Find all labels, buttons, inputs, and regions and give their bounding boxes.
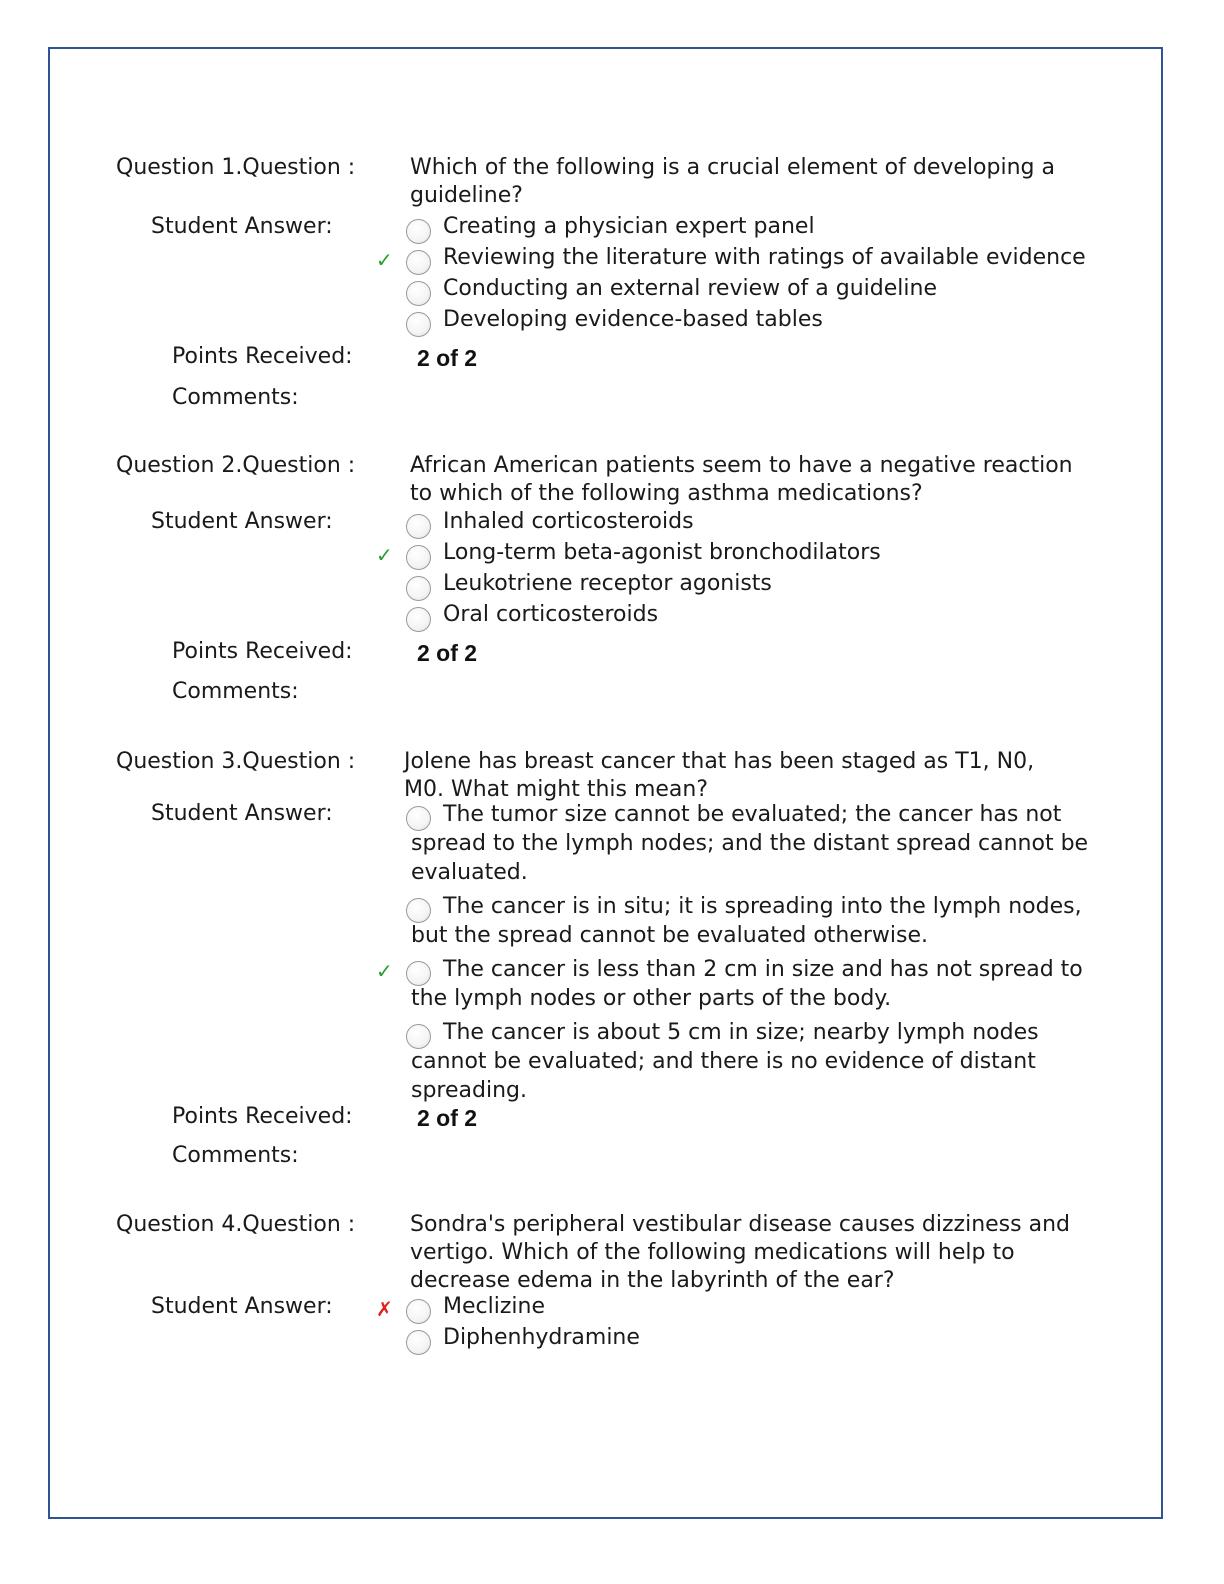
answer-option[interactable]: [406, 306, 1106, 334]
answer-option[interactable]: [376, 539, 1106, 567]
option-text: The cancer is less than 2 cm in size and has not spread to the lymph nodes or other parts of the body.: [411, 957, 1083, 1011]
points-received-label: Points Received:: [172, 639, 353, 664]
answer-options: [376, 1293, 1106, 1355]
answer-option[interactable]: [376, 244, 1106, 272]
answer-option[interactable]: [376, 1293, 1106, 1321]
option-text: Oral corticosteroids: [443, 602, 659, 627]
points-received-label: Points Received:: [172, 344, 353, 369]
incorrect-x-icon: ✗: [376, 1297, 393, 1321]
option-text: Meclizine: [443, 1294, 545, 1319]
option-text: Developing evidence-based tables: [443, 307, 823, 332]
radio-button[interactable]: [406, 281, 431, 306]
radio-button[interactable]: [406, 250, 431, 275]
answer-option[interactable]: [406, 508, 1106, 536]
radio-button[interactable]: [406, 1299, 431, 1324]
answer-option[interactable]: [406, 1018, 1096, 1105]
question-text: Jolene has breast cancer that has been staged as T1, N0, M0. What might this mean?: [404, 749, 1035, 802]
answer-option[interactable]: [406, 1324, 1106, 1352]
radio-button[interactable]: [406, 219, 431, 244]
option-text: The cancer is in situ; it is spreading into the lymph nodes, but the spread cannot be evaluated otherwise.: [411, 894, 1082, 948]
answer-option[interactable]: [406, 800, 1096, 887]
points-value: 2 of 2: [417, 640, 478, 666]
student-answer-label: Student Answer:: [151, 509, 333, 534]
option-text: Inhaled corticosteroids: [443, 509, 694, 534]
question-text: Sondra's peripheral vestibular disease causes dizziness and vertigo. Which of the following medications will help to decrease edema in the labyrinth of the ear?: [410, 1212, 1070, 1293]
radio-button[interactable]: [406, 514, 431, 539]
option-text: Creating a physician expert panel: [443, 214, 815, 239]
option-text: Conducting an external review of a guideline: [443, 276, 937, 301]
points-value: 2 of 2: [417, 345, 478, 371]
comments-label: Comments:: [172, 1143, 299, 1168]
radio-button[interactable]: [406, 1024, 431, 1049]
answer-options: [376, 508, 1106, 632]
radio-button[interactable]: [406, 806, 431, 831]
option-text: Reviewing the literature with ratings of available evidence: [443, 245, 1086, 270]
student-answer-label: Student Answer:: [151, 801, 333, 826]
option-text: Long-term beta-agonist bronchodilators: [443, 540, 881, 565]
option-text: The tumor size cannot be evaluated; the cancer has not spread to the lymph nodes; and the distant spread cannot be evaluated.: [411, 802, 1089, 885]
student-answer-label: Student Answer:: [151, 1294, 333, 1319]
question-label: Question 2.Question :: [116, 453, 356, 478]
radio-button[interactable]: [406, 961, 431, 986]
answer-options: [376, 800, 1096, 1110]
points-received-label: Points Received:: [172, 1104, 353, 1129]
points-value: 2 of 2: [417, 1105, 478, 1131]
correct-check-icon: ✓: [376, 248, 393, 272]
question-text: Which of the following is a crucial element of developing a guideline?: [410, 155, 1055, 208]
option-text: Leukotriene receptor agonists: [443, 571, 772, 596]
answer-option[interactable]: [406, 601, 1106, 629]
question-text: African American patients seem to have a negative reaction to which of the following asthma medications?: [410, 453, 1073, 506]
answer-option[interactable]: [406, 570, 1106, 598]
answer-option[interactable]: [406, 213, 1106, 241]
question-label: Question 3.Question :: [116, 749, 356, 774]
radio-button[interactable]: [406, 898, 431, 923]
radio-button[interactable]: [406, 607, 431, 632]
radio-button[interactable]: [406, 545, 431, 570]
question-label: Question 4.Question :: [116, 1212, 356, 1237]
question-label: Question 1.Question :: [116, 155, 356, 180]
option-text: Diphenhydramine: [443, 1325, 640, 1350]
radio-button[interactable]: [406, 576, 431, 601]
comments-label: Comments:: [172, 385, 299, 410]
student-answer-label: Student Answer:: [151, 214, 333, 239]
answer-options: [376, 213, 1106, 337]
answer-option[interactable]: [406, 275, 1106, 303]
correct-check-icon: ✓: [376, 959, 393, 983]
answer-option[interactable]: [406, 892, 1096, 950]
radio-button[interactable]: [406, 312, 431, 337]
radio-button[interactable]: [406, 1330, 431, 1355]
option-text: The cancer is about 5 cm in size; nearby lymph nodes cannot be evaluated; and there is no evidence of distant spreading.: [411, 1020, 1039, 1103]
correct-check-icon: ✓: [376, 543, 393, 567]
answer-option[interactable]: [376, 955, 1096, 1013]
comments-label: Comments:: [172, 679, 299, 704]
